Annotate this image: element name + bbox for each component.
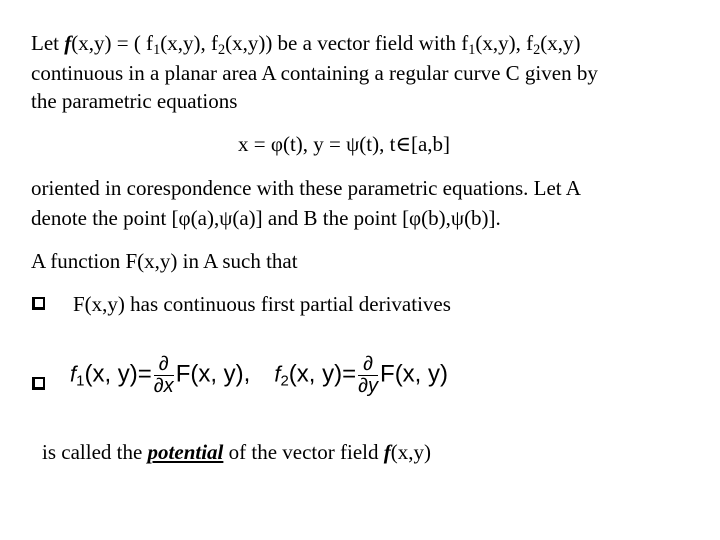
- partial-y-fraction: $\frac{\partial}{\partial y}$: [358, 353, 379, 397]
- function-definition: A function F(x,y) in A such that: [31, 249, 298, 273]
- potential-term: potential: [147, 440, 224, 464]
- bullet-1-text: F(x,y) has continuous first partial derivatives: [73, 292, 451, 316]
- orientation-line-2: denote the point [φ(a),ψ(a)] and B the point [φ(b),ψ(b)].: [31, 206, 501, 230]
- partial-x-fraction: $\frac{\partial}{\partial x}$: [153, 353, 174, 397]
- intro-line-2: continuous in a planar area A containing a regular curve C given by: [31, 61, 598, 85]
- partial-derivative-equations: $f_1(x$, y)= $\frac{\partial}{\partial x}$ F(x, y), $f_2(x$, y)= $\frac{\partial}{\partial y}$ F(x, y): [70, 353, 449, 397]
- parametric-equation: x = φ(t), y = ψ(t), t∈[a,b]: [238, 132, 451, 156]
- bullet-square-icon: [32, 377, 45, 390]
- conclusion-line: is called the potential of the vector field f(x,y): [42, 440, 431, 464]
- orientation-line-1: oriented in corespondence with these parametric equations. Let A: [31, 176, 581, 200]
- intro-line-1: Let f(x,y) = ( $f_1(x,y)$, $f_2(x,y)$) be a vector field with $f_1(x,y)$, $f_2(x,y)$: [31, 31, 581, 58]
- bullet-square-icon: [32, 297, 45, 310]
- intro-line-3: the parametric equations: [31, 89, 238, 113]
